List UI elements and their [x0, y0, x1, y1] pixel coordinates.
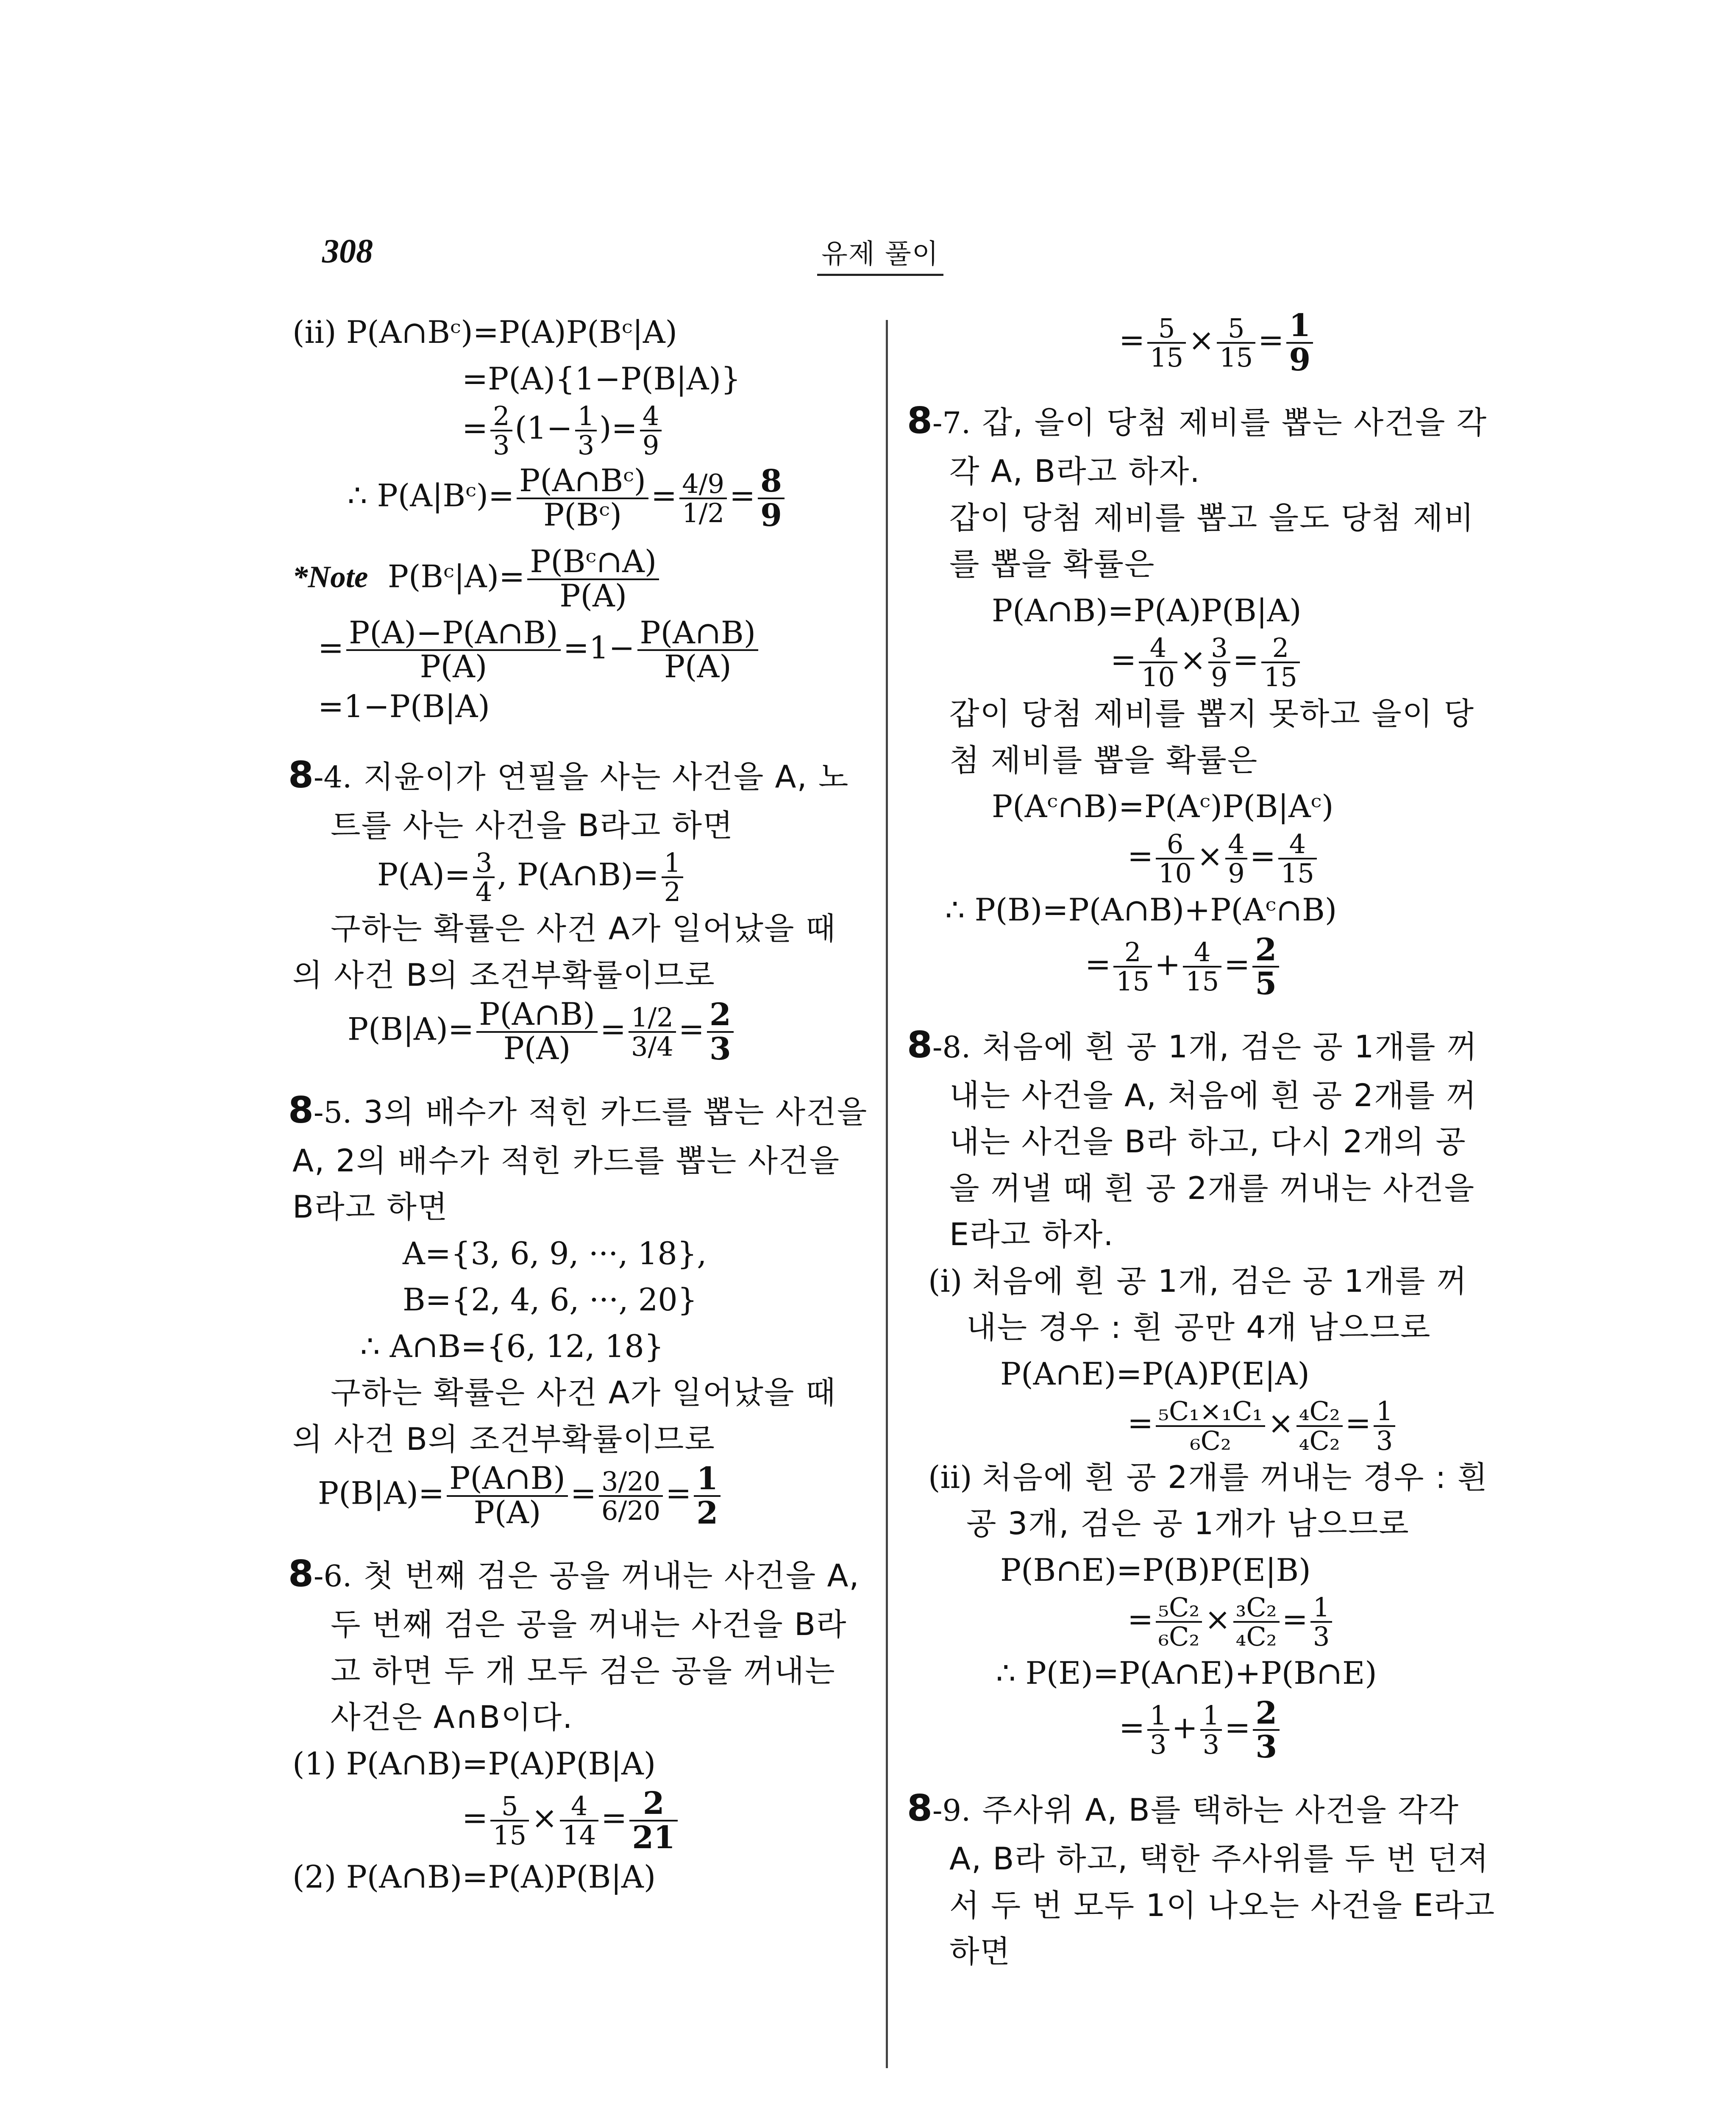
- text-line: 첨 제비를 뽑을 확률은: [949, 742, 1258, 779]
- text-line: 고 하면 두 개 모두 검은 공을 꺼내는: [331, 1653, 836, 1689]
- text-line: A, 2의 배수가 적힌 카드를 뽑는 사건을: [292, 1143, 840, 1179]
- text-line: E라고 하자.: [949, 1217, 1114, 1253]
- solution-8-6-line-1: [288, 1547, 869, 1602]
- fraction: $\frac{2}{5}$: [1252, 934, 1279, 1000]
- fraction: $\frac{1}{3}$: [1147, 1702, 1169, 1758]
- fraction: $\frac{\text{₅C₂}}{\text{₆C₂}}$: [1156, 1593, 1202, 1650]
- s7-final: = $\frac{2}{15}$ + $\frac{4}{15}$ = $\frac{2}{5}$: [911, 934, 1505, 1000]
- fraction: $\frac{1}{3}$: [1374, 1397, 1395, 1454]
- fraction: $\frac{P(A)-P(A\cap B)}{P(A)}$: [346, 617, 561, 684]
- fraction: $\frac{\text{₃C₂}}{\text{₄C₂}}$: [1233, 1593, 1280, 1650]
- text-line: 각 A, B라고 하자.: [949, 453, 1201, 490]
- solution-number: 8-4.: [288, 754, 352, 796]
- s6-2-line: [292, 1854, 869, 1901]
- fraction: $\frac{2}{3}$: [490, 402, 512, 459]
- text: 주사위 A, B를 택하는 사건을 각각: [982, 1792, 1459, 1829]
- fraction: $\frac{5}{15}$: [1217, 314, 1255, 371]
- equation: ∴ P(E)=P(A∩E)+P(B∩E): [996, 1655, 1377, 1692]
- set-a: A={3, 6, 9, ···, 18},: [403, 1235, 707, 1272]
- fraction: $\frac{4}{9}$: [1225, 830, 1247, 887]
- fraction: $\frac{P(A\cap B)}{P(A)}$: [637, 617, 759, 684]
- fraction: $\frac{4}{15}$: [1183, 938, 1221, 995]
- equation: P(A∩Bᶜ)=P(A)P(Bᶜ|A): [346, 314, 678, 350]
- text: 지윤이가 연필을 사는 사건을 A, 노: [363, 759, 849, 795]
- solution-number: 8-7.: [907, 400, 971, 442]
- item-label: (ii): [928, 1459, 972, 1496]
- equation: P(A∩B)=P(A)P(B|A): [992, 592, 1302, 629]
- fraction: $\frac{P(A\cap B)}{P(A)}$: [447, 1463, 568, 1529]
- s7-eq2-result: = $\frac{6}{10}$ × $\frac{4}{9}$ = $\frac{4}{15}$: [911, 830, 1505, 887]
- text-line: 하면: [949, 1934, 1011, 1970]
- expr: ∴ P(A|Bᶜ)=: [348, 478, 515, 514]
- set-b: B={2, 4, 6, ···, 20}: [403, 1282, 698, 1318]
- solution-8-5-line-1: [288, 1083, 869, 1138]
- equation: ∴ P(B)=P(A∩B)+P(Aᶜ∩B): [945, 892, 1337, 929]
- text-line: 의 사건 B의 조건부확률이므로: [292, 1421, 715, 1457]
- left-column: [288, 309, 869, 1900]
- text-line: 구하는 확률은 사건 A가 일어났을 때: [331, 1375, 837, 1411]
- solution-8-4-line-1: [288, 748, 869, 803]
- note-line-2: = $\frac{P(A)-P(A\cap B)}{P(A)}$ =1− $\frac{P(A\cap B)}{P(A)}$: [292, 617, 869, 684]
- fraction: $\frac{\text{P(A∩Bᶜ)}}{\text{P(Bᶜ)}}$: [517, 465, 648, 531]
- expr: (1−: [515, 410, 573, 447]
- equation: P(B∩E)=P(B)P(E|B): [1000, 1552, 1311, 1588]
- text: 처음에 흰 공 2개를 꺼내는 경우 : 흰: [982, 1459, 1488, 1496]
- solution-8-8-line-1: [907, 1018, 1505, 1073]
- ii-line-3: [292, 402, 869, 459]
- fraction: $\frac{4}{15}$: [1278, 830, 1317, 887]
- equation: P(Aᶜ∩B)=P(Aᶜ)P(B|Aᶜ): [992, 789, 1334, 825]
- equation: =P(A){1−P(B|A)}: [462, 361, 741, 397]
- text-line: B라고 하면: [292, 1189, 448, 1225]
- note-label: *Note: [292, 560, 368, 595]
- solution-number: 8-6.: [288, 1553, 352, 1596]
- text-line: 을 꺼낼 때 흰 공 2개를 꺼내는 사건을: [949, 1170, 1475, 1207]
- text-line: 갑이 당첨 제비를 뽑고 을도 당첨 제비: [949, 500, 1474, 536]
- ii-line-2: [292, 356, 869, 403]
- text-line: 를 뽑을 확률은: [949, 546, 1155, 583]
- fraction: $\frac{1}{2}$: [662, 849, 683, 906]
- fraction: $\frac{2}{15}$: [1261, 634, 1300, 691]
- expr: , P(A∩B)=: [497, 857, 659, 893]
- text-line: 사건은 A∩B이다.: [331, 1699, 573, 1736]
- equation: =1−P(B|A): [318, 689, 490, 725]
- s8-final: = $\frac{1}{3}$ + $\frac{1}{3}$ = $\frac{2}{3}$: [911, 1697, 1505, 1763]
- fraction: $\frac{2}{3}$: [707, 998, 734, 1065]
- solution-number: 8-9.: [907, 1787, 971, 1830]
- fraction: $\frac{6}{10}$: [1156, 830, 1194, 887]
- solution-number: 8-8.: [907, 1023, 971, 1066]
- text-line: 두 번째 검은 공을 꺼내는 사건을 B라: [331, 1607, 847, 1643]
- fraction: $\frac{4/9}{1/2}$: [679, 470, 727, 527]
- item-label: (2): [292, 1859, 337, 1895]
- fraction: $\frac{3}{4}$: [473, 849, 495, 906]
- fraction: $\frac{5}{15}$: [1147, 314, 1186, 371]
- s8-ii-line-1: [911, 1454, 1505, 1501]
- fraction: $\frac{1}{3}$: [575, 402, 597, 459]
- fraction: $\frac{1}{9}$: [1286, 309, 1313, 376]
- s8-ii-result: = $\frac{\text{₅C₂}}{\text{₆C₂}}$ × $\frac{\text{₃C₂}}{\text{₄C₂}}$ = $\frac{1}{3}$: [911, 1593, 1505, 1650]
- fraction: $\frac{5}{15}$: [490, 1792, 529, 1849]
- s4-result: P(B|A)= $\frac{P(A\cap B)}{P(A)}$ = $\frac{1/2}{3/4}$ = $\frac{2}{3}$: [292, 998, 869, 1065]
- expr: =1−: [563, 630, 635, 666]
- text: 갑, 을이 당첨 제비를 뽑는 사건을 각: [982, 405, 1488, 441]
- text: 3의 배수가 적힌 카드를 뽑는 사건을: [363, 1094, 868, 1130]
- equals: =: [462, 410, 488, 447]
- item-label: (1): [292, 1746, 337, 1782]
- text-line: 내는 경우 : 흰 공만 4개 남으므로: [966, 1310, 1431, 1346]
- note-line-1: [292, 544, 869, 615]
- fraction: $\frac{3}{9}$: [1208, 634, 1230, 691]
- solution-8-9-line-1: [907, 1781, 1505, 1836]
- fraction: $\frac{2}{3}$: [1253, 1697, 1280, 1763]
- fraction: $\frac{3/20}{6/20}$: [599, 1468, 663, 1524]
- text-line: 트를 사는 사건을 B라고 하면: [331, 807, 734, 844]
- text: 처음에 흰 공 1개, 검은 공 1개를 꺼: [982, 1029, 1478, 1065]
- s6-2-result: = $\frac{5}{15}$ × $\frac{5}{15}$ = $\frac{1}{9}$: [911, 309, 1505, 376]
- text: 첫 번째 검은 공을 꺼내는 사건을 A,: [363, 1558, 860, 1594]
- text-line: 서 두 번 모두 1이 나오는 사건을 E라고: [949, 1887, 1496, 1924]
- equation: P(A∩B)=P(A)P(B|A): [346, 1859, 656, 1895]
- text-line: 의 사건 B의 조건부확률이므로: [292, 957, 715, 993]
- equation: P(A∩E)=P(A)P(E|A): [1000, 1356, 1310, 1392]
- ii-line-1: [292, 309, 869, 356]
- text-line: A, B라 하고, 택한 주사위를 두 번 던져: [949, 1841, 1489, 1877]
- fraction: $\frac{\text{P(Bᶜ∩A)}}{P(A)}$: [527, 546, 659, 612]
- text-line: 갑이 당첨 제비를 뽑지 못하고 을이 당: [949, 696, 1474, 732]
- note-line-3: [292, 684, 869, 730]
- fraction: $\frac{\text{₄C₂}}{\text{₄C₂}}$: [1296, 1397, 1343, 1454]
- text-line: 내는 사건을 A, 처음에 흰 공 2개를 꺼: [949, 1077, 1477, 1114]
- expr: )=: [599, 410, 637, 447]
- fraction: $\frac{4}{10}$: [1139, 634, 1177, 691]
- ii-line-4: ∴ P(A|Bᶜ)= $\frac{\text{P(A∩Bᶜ)}}{\text{P(Bᶜ)}}$ = $\frac{4/9}{1/2}$ = $\frac{8}{9}$: [292, 465, 869, 531]
- expr: P(Bᶜ|A)=: [387, 559, 525, 595]
- s7-eq1-result: = $\frac{4}{10}$ × $\frac{3}{9}$ = $\frac{2}{15}$: [911, 634, 1505, 691]
- equation: P(A∩B)=P(A)P(B|A): [346, 1746, 656, 1782]
- page-header-title: 유제 풀이: [817, 232, 943, 276]
- expr: P(B|A)=: [318, 1475, 445, 1512]
- s6-1-result: = $\frac{5}{15}$ × $\frac{4}{14}$ = $\frac{2}{21}$: [292, 1787, 869, 1854]
- fraction: $\frac{1}{2}$: [694, 1463, 721, 1529]
- text: 처음에 흰 공 1개, 검은 공 1개를 꺼: [972, 1263, 1468, 1299]
- s6-1-line: [292, 1741, 869, 1788]
- fraction: $\frac{1}{3}$: [1200, 1702, 1222, 1758]
- solution-number: 8-5.: [288, 1089, 352, 1132]
- column-divider: [886, 320, 888, 2068]
- fraction: $\frac{2}{15}$: [1113, 938, 1152, 995]
- item-label: (ii): [292, 314, 337, 350]
- text-line: 공 3개, 검은 공 1개가 남으므로: [966, 1506, 1410, 1542]
- s8-i-line-1: [911, 1258, 1505, 1305]
- fraction: $\frac{\text{₅C₁×₁C₁}}{\text{₆C₂}}$: [1156, 1397, 1265, 1454]
- page-number: 308: [322, 233, 373, 270]
- text-line: 내는 사건을 B라 하고, 다시 2개의 공: [949, 1124, 1466, 1160]
- set-a-cap-b: ∴ A∩B={6, 12, 18}: [360, 1328, 664, 1365]
- s4-eq-line: [292, 849, 869, 906]
- fraction: $\frac{4}{14}$: [560, 1792, 598, 1849]
- fraction: $\frac{2}{21}$: [629, 1787, 678, 1854]
- fraction: $\frac{1}{3}$: [1310, 1593, 1332, 1650]
- text-line: 구하는 확률은 사건 A가 일어났을 때: [331, 911, 837, 947]
- expr: P(B|A)=: [348, 1011, 474, 1048]
- s5-result: P(B|A)= $\frac{P(A\cap B)}{P(A)}$ = $\frac{3/20}{6/20}$ = $\frac{1}{2}$: [292, 1463, 869, 1529]
- fraction: $\frac{P(A\cap B)}{P(A)}$: [476, 998, 598, 1065]
- solution-8-7-line-1: [907, 394, 1505, 448]
- item-label: (i): [928, 1263, 963, 1299]
- expr: P(A)=: [377, 857, 470, 893]
- s8-i-result: = $\frac{\text{₅C₁×₁C₁}}{\text{₆C₂}}$ × $\frac{\text{₄C₂}}{\text{₄C₂}}$ = $\frac{1}{3}$: [911, 1397, 1505, 1454]
- fraction: $\frac{1/2}{3/4}$: [629, 1004, 676, 1060]
- fraction: $\frac{4}{9}$: [640, 402, 662, 459]
- right-column: [907, 307, 1505, 1975]
- fraction: $\frac{8}{9}$: [758, 465, 785, 531]
